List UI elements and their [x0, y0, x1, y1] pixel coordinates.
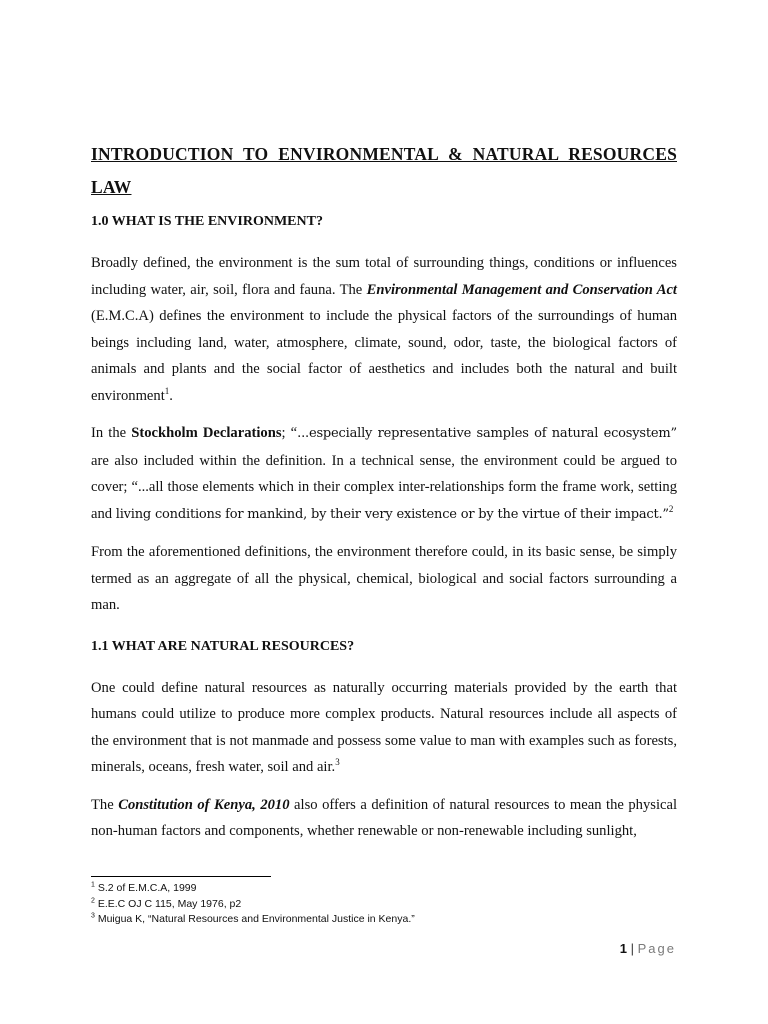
footnote-ref-3[interactable]: 3: [335, 757, 340, 768]
page-body: [91, 138, 677, 856]
paragraph-aggregate: From the aforementioned definitions, the environment therefore could, in its basic sense, be simply termed as an aggregate of all the physical, chemical, biological and social factors surrounding a man.: [91, 544, 677, 613]
footnote-ref-2[interactable]: 2: [668, 503, 674, 514]
footnote-ref-1[interactable]: 1: [164, 385, 170, 396]
footnotes: [91, 881, 677, 928]
paragraph-constitution: The Constitution of Kenya, 2010 also offers a definition of natural resources to mean the physical non-human factors and components, whether renewable or non-renewable including sunlight,: [91, 796, 678, 839]
footnote-item: $^1$ S.2 of E.M.C.A, 1999: [91, 881, 197, 894]
paragraph-stockholm: In the Stockholm Declarations; “...especially representative samples of natural ecosystem” are also included within the definition. In a technical sense, the environment could be argued to cover; “...all those elements which in their complex inter-relationships form the frame work, setting and living conditions for mankind, by their very existence or by the virtue of their impact.”$^2$: [91, 425, 677, 522]
footnote-divider: [91, 876, 271, 877]
stockholm-declarations: Stockholm Declarations: [131, 425, 282, 441]
section-heading-environment: 1.0 WHAT IS THE ENVIRONMENT?: [91, 214, 323, 229]
document-title: INTRODUCTION TO ENVIRONMENTAL & NATURAL RESOURCES LAW: [91, 144, 677, 197]
footnote-item: $^3$ Muigua K, “Natural Resources and Environmental Justice in Kenya.”: [91, 912, 415, 925]
section-heading-natural-resources: 1.1 WHAT ARE NATURAL RESOURCES?: [91, 638, 355, 654]
paragraph-environment-definition: Broadly defined, the environment is the sum total of surrounding things, conditions or influences including water, air, soil, flora and fauna. The Environmental Management and Conservation Act (E.M.C.A) defines the environment to include the physical factors of the surroundings of human beings including land, water, atmosphere, climate, sound, odor, taste, the biological factors of animals and plants and the social factor of aesthetics and includes both the natural and built environment$^1$.: [91, 255, 677, 404]
paragraph-natural-resources: One could define natural resources as naturally occurring materials provided by the earth that humans could utilize to produce more complex products. Natural resources include all aspects of the environment that is not manmade and possess some value to man with examples such as forests, minerals, oceans, fresh water, soil and air.$^3$: [91, 679, 677, 775]
footnote-item: $^2$ E.E.C OJ C 115, May 1976, p2: [91, 897, 242, 910]
emca-act-name: Environmental Management and Conservation Act: [366, 281, 677, 298]
constitution-name: Constitution of Kenya, 2010: [118, 796, 290, 813]
page-number: 1 | Page: [619, 941, 676, 956]
